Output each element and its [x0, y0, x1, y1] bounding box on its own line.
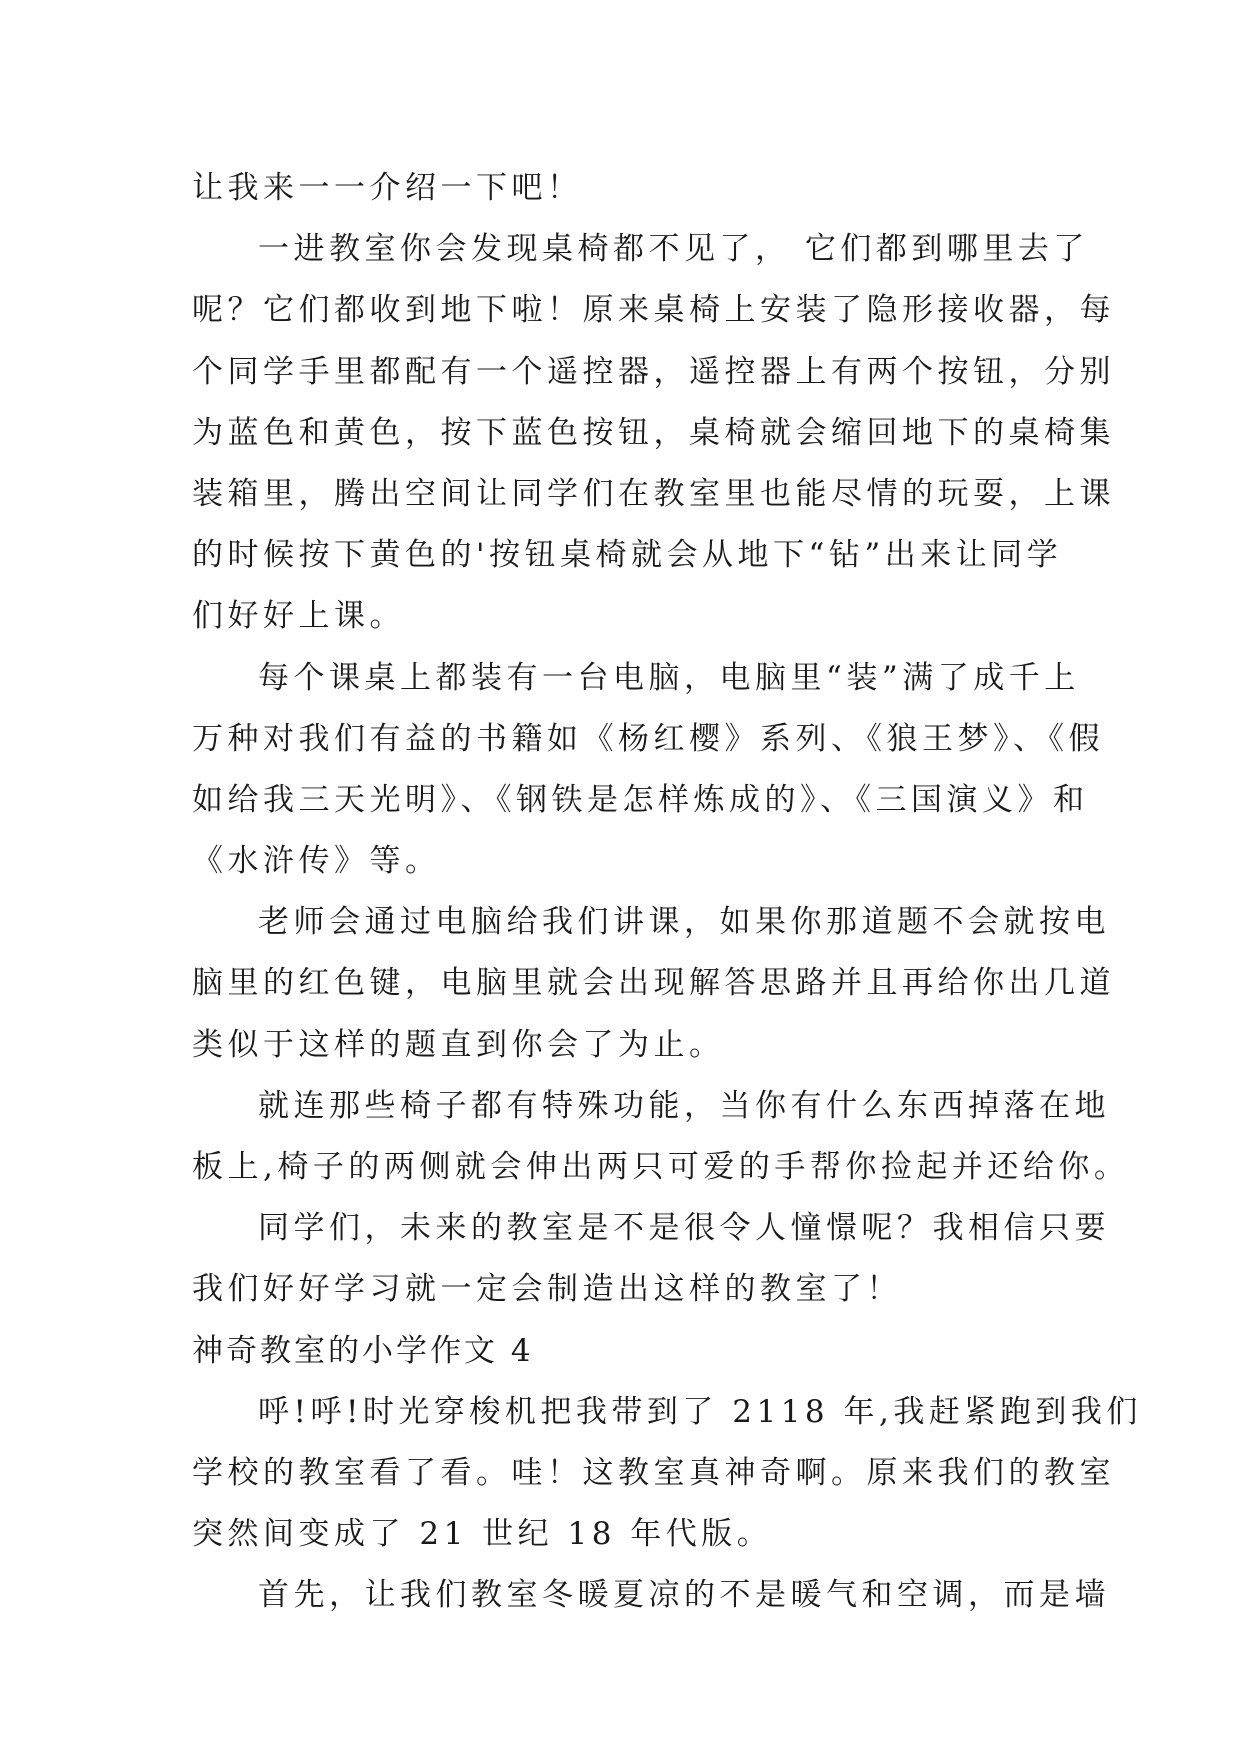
text-line: 老师会通过电脑给我们讲课，如果你那道题不会就按电 — [258, 904, 1110, 941]
essay-text — [192, 158, 1142, 1627]
text-line: 的时候按下黄色的'按钮桌椅就会从地下“钻”出来让同学 — [192, 537, 1063, 574]
text-line: 呢？它们都收到地下啦！原来桌椅上安装了隐形接收器，每 — [192, 292, 1115, 329]
text-line: 我们好好学习就一定会制造出这样的教室了！ — [192, 1271, 902, 1308]
text-line: 呼!呼!时光穿梭机把我带到了 2118 年,我赶紧跑到我们 — [258, 1393, 1142, 1430]
text-line: 为蓝色和黄色，按下蓝色按钮，桌椅就会缩回地下的桌椅集 — [192, 414, 1115, 451]
text-line: 首先，让我们教室冬暖夏凉的不是暖气和空调，而是墙 — [258, 1577, 1110, 1614]
text-line: 同学们，未来的教室是不是很令人憧憬呢？我相信只要 — [258, 1210, 1110, 1247]
text-line: 装箱里，腾出空间让同学们在教室里也能尽情的玩耍，上课 — [192, 475, 1115, 512]
section-heading: 神奇教室的小学作文 4 — [192, 1332, 534, 1369]
text-line: 类似于这样的题直到你会了为止。 — [192, 1026, 725, 1063]
text-line: 如给我三天光明》、《钢铁是怎样炼成的》、《三国演义》和 — [192, 781, 1089, 818]
text-line: 每个课桌上都装有一台电脑，电脑里“装”满了成千上 — [258, 659, 1080, 696]
text-line: 突然间变成了 21 世纪 18 年代版。 — [192, 1516, 773, 1553]
text-line: 脑里的红色键，电脑里就会出现解答思路并且再给你出几道 — [192, 965, 1115, 1002]
text-line: 让我来一一介绍一下吧！ — [192, 170, 583, 206]
text-line: 《水浒传》等。 — [192, 843, 441, 880]
text-line: 学校的教室看了看。哇！这教室真神奇啊。原来我们的教室 — [192, 1454, 1115, 1491]
text-line: 就连那些椅子都有特殊功能，当你有什么东西掉落在地 — [258, 1087, 1110, 1124]
text-line: 一进教室你会发现桌椅都不见了， 它们都到哪里去了 — [258, 231, 1089, 268]
text-line: 们好好上课。 — [192, 598, 405, 635]
text-line: 万种对我们有益的书籍如《杨红樱》系列、《狼王梦》、《假 — [192, 720, 1104, 757]
text-line: 个同学手里都配有一个遥控器，遥控器上有两个按钮，分别 — [192, 353, 1115, 390]
text-line: 板上,椅子的两侧就会伸出两只可爱的手帮你捡起并还给你。 — [192, 1149, 1130, 1185]
